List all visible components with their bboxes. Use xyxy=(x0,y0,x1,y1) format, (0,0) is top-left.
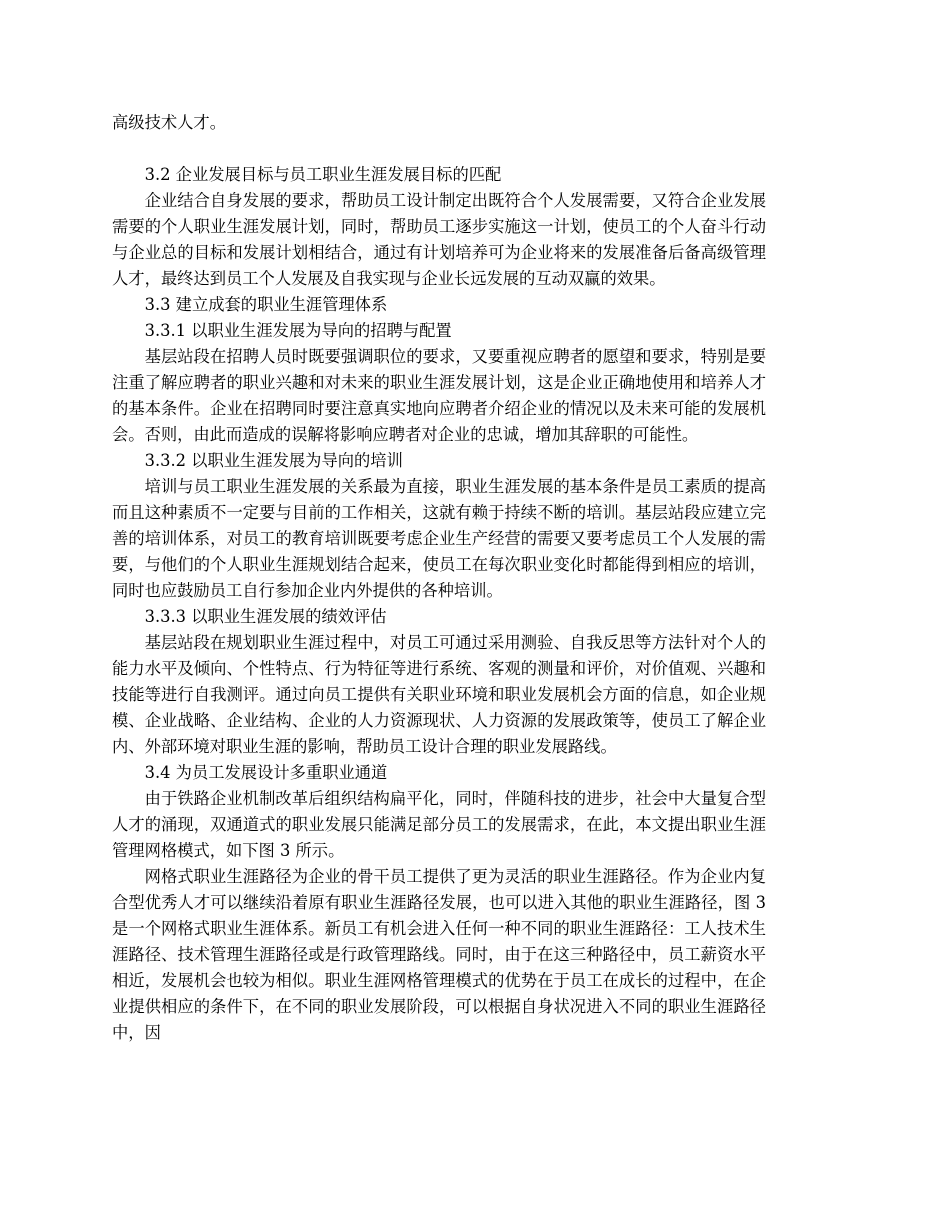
section-heading-3-2: 3.2 企业发展目标与员工职业生涯发展目标的匹配 xyxy=(144,165,502,184)
paragraph: 培训与员工职业生涯发展的关系最为直接，职业生涯发展的基本条件是员工素质的提高而且这种素质不一定要与目前的工作相关，这就有赖于持续不断的培训。基层站段应建立完善的培训体系，对员工的教育培训既要考虑企业生产经营的需要又要考虑员工个人发展的需要，与他们的个人职业生涯规划结合起来，使员工在每次职业变化时都能得到相应的培训，同时也应鼓励员工自行参加企业内外提供的各种培训。 xyxy=(112,477,766,600)
paragraph: 由于铁路企业机制改革后组织结构扁平化，同时，伴随科技的进步，社会中大量复合型人才的涌现，双通道式的职业发展只能满足部分员工的发展需求，在此，本文提出职业生涯管理网格模式，如下图 3 所示。 xyxy=(112,789,766,860)
blank-line xyxy=(112,136,766,162)
section-heading-3-4: 3.4 为员工发展设计多重职业通道 xyxy=(144,763,388,782)
paragraph: 网格式职业生涯路径为企业的骨干员工提供了更为灵活的职业生涯路径。作为企业内复合型优秀人才可以继续沿着原有职业生涯路径发展，也可以进入其他的职业生涯路径，图 3 是一个网格式职业生涯体系。新员工有机会进入任何一种不同的职业生涯路径：工人技术生涯路径、技术管理生涯路径或是行政管理路线。同时，由于在这三种路径中，员工薪资水平相近，发展机会也较为相似。职业生涯网格管理模式的优势在于员工在成长的过程中，在企业提供相应的条件下，在不同的职业发展阶段，可以根据自身状况进入不同的职业生涯路径中，因 xyxy=(112,867,766,1042)
paragraph: 基层站段在招聘人员时既要强调职位的要求，又要重视应聘者的愿望和要求，特别是要注重了解应聘者的职业兴趣和对未来的职业生涯发展计划，这是企业正确地使用和培养人才的基本条件。企业在招聘同时要注意真实地向应聘者介绍企业的情况以及未来可能的发展机会。否则，由此而造成的误解将影响应聘者对企业的忠诚，增加其辞职的可能性。 xyxy=(112,347,766,444)
section-heading-3-3-3: 3.3.3 以职业生涯发展的绩效评估 xyxy=(144,607,387,626)
section-heading-3-3: 3.3 建立成套的职业生涯管理体系 xyxy=(144,295,388,314)
paragraph: 企业结合自身发展的要求，帮助员工设计制定出既符合个人发展需要，又符合企业发展需要的个人职业生涯发展计划，同时，帮助员工逐步实施这一计划，使员工的个人奋斗行动与企业总的目标和发展计划相结合，通过有计划培养可为企业将来的发展准备后备高级管理人才，最终达到员工个人发展及自我实现与企业长远发展的互动双赢的效果。 xyxy=(112,191,766,288)
continuation-text: 高级技术人才。 xyxy=(112,113,226,132)
section-heading-3-3-1: 3.3.1 以职业生涯发展为导向的招聘与配置 xyxy=(144,321,452,340)
document-page xyxy=(112,110,766,1046)
paragraph: 基层站段在规划职业生涯过程中，对员工可通过采用测验、自我反思等方法针对个人的能力水平及倾向、个性特点、行为特征等进行系统、客观的测量和评价，对价值观、兴趣和技能等进行自我测评。通过向员工提供有关职业环境和职业发展机会方面的信息，如企业规模、企业战略、企业结构、企业的人力资源现状、人力资源的发展政策等，使员工了解企业内、外部环境对职业生涯的影响，帮助员工设计合理的职业发展路线。 xyxy=(112,633,766,756)
section-heading-3-3-2: 3.3.2 以职业生涯发展为导向的培训 xyxy=(144,451,403,470)
